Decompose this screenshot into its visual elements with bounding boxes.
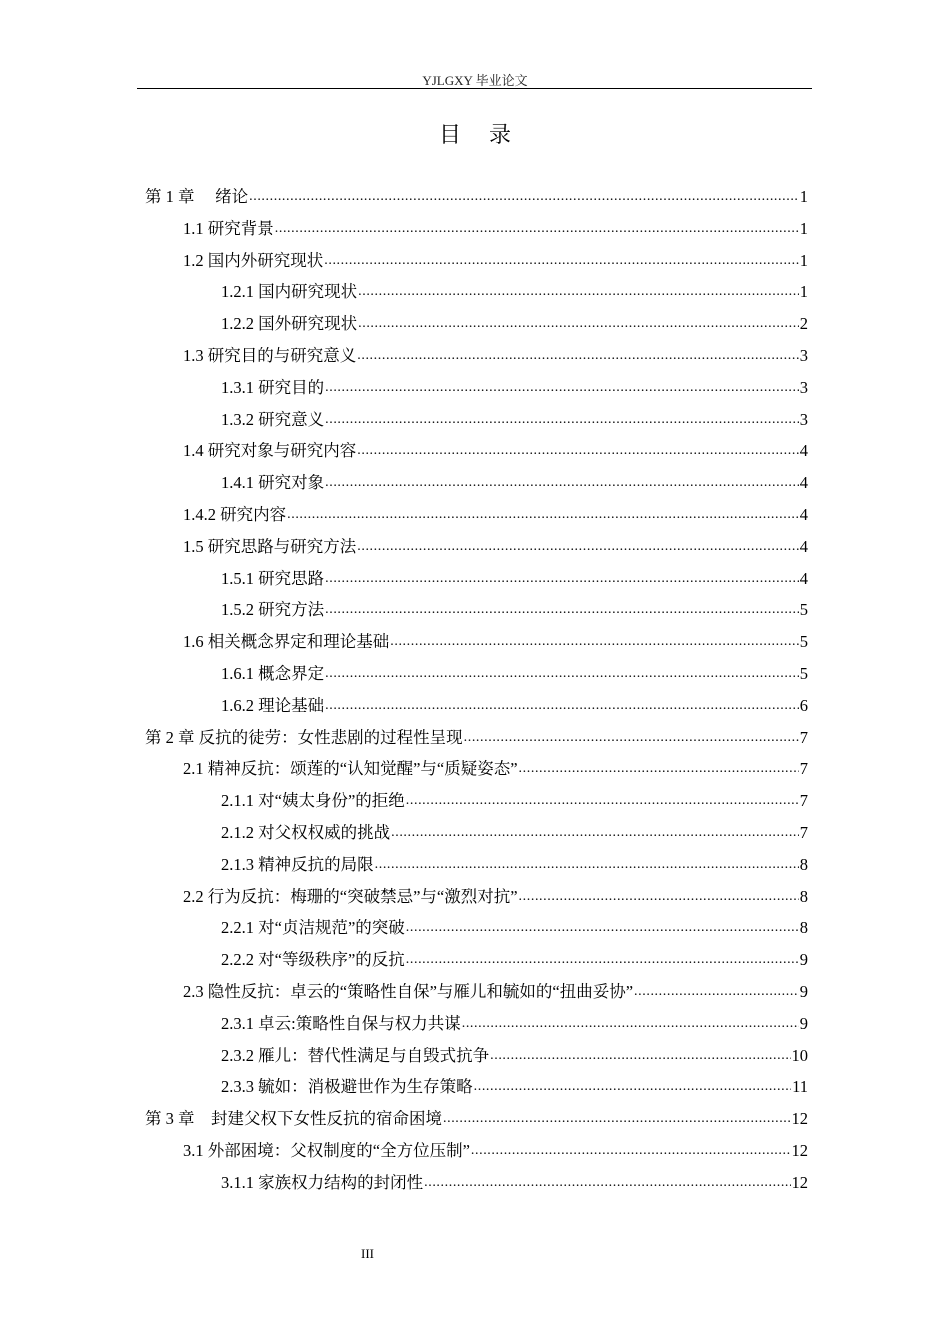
toc-entry[interactable] bbox=[183, 339, 808, 367]
toc-entry[interactable] bbox=[183, 212, 808, 240]
toc-dot-leader bbox=[424, 1172, 790, 1194]
toc-entry[interactable] bbox=[221, 466, 808, 494]
toc-entry-label: 2.2 行为反抗：梅珊的“突破禁忌”与“激烈对抗” bbox=[183, 886, 518, 906]
toc-entry-page: 4 bbox=[799, 568, 808, 588]
toc-entry-page: 11 bbox=[792, 1077, 808, 1097]
toc-entry-page: 7 bbox=[799, 823, 808, 842]
toc-entry-label: 第 1 章 绪论 bbox=[145, 187, 249, 206]
toc-entry[interactable] bbox=[145, 180, 808, 208]
toc-entry[interactable] bbox=[221, 1166, 808, 1194]
toc-entry-page: 1 bbox=[799, 218, 808, 238]
page-title: 目录 bbox=[438, 122, 539, 147]
toc-entry-label: 2.1.2 对父权权威的挑战 bbox=[221, 823, 391, 842]
toc-entry[interactable] bbox=[183, 244, 808, 272]
toc-entry[interactable] bbox=[221, 911, 808, 939]
toc-entry-page: 5 bbox=[799, 632, 808, 652]
toc-dot-leader bbox=[358, 281, 799, 303]
toc-entry[interactable] bbox=[183, 434, 808, 462]
toc-entry-page: 9 bbox=[799, 982, 808, 1001]
toc-entry-page: 12 bbox=[791, 1141, 808, 1160]
toc-entry-page: 1 bbox=[799, 250, 808, 270]
toc-entry-label: 1.2.2 国外研究现状 bbox=[221, 314, 358, 334]
toc-entry-label: 1.4 研究对象与研究内容 bbox=[183, 441, 357, 461]
toc-dot-leader bbox=[464, 727, 799, 749]
toc-entry[interactable] bbox=[221, 403, 808, 431]
toc-entry-label: 第 3 章 封建父权下女性反抗的宿命困境 bbox=[145, 1109, 442, 1129]
toc-entry-label: 2.3 隐性反抗：卓云的“策略性自保”与雁儿和毓如的“扭曲妥协” bbox=[183, 982, 634, 1001]
toc-entry[interactable] bbox=[183, 880, 808, 908]
toc-dot-leader bbox=[471, 1140, 791, 1162]
toc-dot-leader bbox=[357, 536, 799, 558]
toc-entry-page: 10 bbox=[791, 1045, 808, 1065]
toc-entry-page: 3 bbox=[799, 377, 808, 397]
toc-entry[interactable] bbox=[183, 1134, 808, 1162]
toc-dot-leader bbox=[390, 631, 799, 653]
header-divider bbox=[137, 88, 812, 89]
toc-entry[interactable] bbox=[221, 371, 808, 399]
toc-entry-page: 3 bbox=[799, 409, 808, 429]
toc-entry[interactable] bbox=[221, 1039, 808, 1067]
toc-dot-leader bbox=[375, 854, 799, 876]
toc-entry-label: 1.6 相关概念界定和理论基础 bbox=[183, 632, 390, 652]
toc-entry-label: 2.1.3 精神反抗的局限 bbox=[221, 854, 374, 874]
toc-entry[interactable] bbox=[221, 1007, 808, 1035]
toc-entry-label: 1.4.1 研究对象 bbox=[221, 473, 325, 493]
toc-entry[interactable] bbox=[221, 562, 808, 590]
toc-entry-label: 1.3.2 研究意义 bbox=[221, 409, 325, 429]
toc-entry-label: 1.5.1 研究思路 bbox=[221, 568, 325, 588]
toc-dot-leader bbox=[325, 409, 799, 431]
toc-entry[interactable] bbox=[221, 943, 808, 971]
toc-entry[interactable] bbox=[221, 784, 808, 812]
toc-dot-leader bbox=[325, 472, 799, 494]
toc-entry[interactable] bbox=[221, 657, 808, 685]
toc-dot-leader bbox=[406, 790, 799, 812]
toc-entry[interactable] bbox=[183, 752, 808, 780]
toc-dot-leader bbox=[391, 822, 799, 844]
toc-entry-page: 5 bbox=[799, 664, 808, 683]
toc-dot-leader bbox=[634, 981, 799, 1003]
toc-entry-label: 1.5.2 研究方法 bbox=[221, 600, 325, 620]
toc-entry-page: 4 bbox=[799, 441, 808, 461]
toc-entry-label: 1.2.1 国内研究现状 bbox=[221, 282, 358, 302]
toc-dot-leader bbox=[325, 568, 799, 590]
toc-entry-label: 1.2 国内外研究现状 bbox=[183, 250, 324, 270]
toc-entry-page: 9 bbox=[799, 950, 808, 970]
toc-entry-label: 1.6.2 理论基础 bbox=[221, 695, 325, 715]
toc-entry-label: 1.3 研究目的与研究意义 bbox=[183, 346, 357, 365]
toc-dot-leader bbox=[275, 218, 799, 240]
toc-dot-leader bbox=[519, 886, 799, 908]
toc-entry-label: 3.1.1 家族权力结构的封闭性 bbox=[221, 1172, 424, 1192]
toc-entry[interactable] bbox=[221, 1070, 808, 1098]
toc-entry-label: 1.6.1 概念界定 bbox=[221, 664, 325, 683]
toc-dot-leader bbox=[325, 663, 799, 685]
toc-entry-label: 2.3.2 雁儿：替代性满足与自毁式抗争 bbox=[221, 1045, 490, 1065]
toc-entry-page: 8 bbox=[799, 854, 808, 874]
page-number: III bbox=[361, 1246, 374, 1261]
toc-dot-leader bbox=[406, 917, 799, 939]
toc-entry[interactable] bbox=[183, 625, 808, 653]
toc-entry-label: 1.3.1 研究目的 bbox=[221, 377, 325, 397]
toc-entry[interactable] bbox=[221, 275, 808, 303]
toc-entry-label: 2.3.3 毓如：消极避世作为生存策略 bbox=[221, 1077, 473, 1097]
toc-entry-label: 1.5 研究思路与研究方法 bbox=[183, 536, 357, 556]
toc-dot-leader bbox=[406, 949, 799, 971]
toc-entry-page: 1 bbox=[799, 187, 808, 206]
toc-dot-leader bbox=[443, 1108, 791, 1130]
toc-entry-label: 2.2.1 对“贞洁规范”的突破 bbox=[221, 918, 405, 938]
toc-dot-leader bbox=[357, 345, 799, 367]
toc-entry[interactable] bbox=[145, 1102, 808, 1130]
toc-entry[interactable] bbox=[221, 816, 808, 844]
toc-entry[interactable] bbox=[183, 530, 808, 558]
toc-dot-leader bbox=[249, 186, 799, 208]
toc-dot-leader bbox=[358, 313, 799, 335]
toc-dot-leader bbox=[519, 758, 799, 780]
toc-entry-page: 8 bbox=[799, 918, 808, 938]
toc-entry-page: 4 bbox=[799, 473, 808, 493]
toc-dot-leader bbox=[325, 599, 799, 621]
toc-dot-leader bbox=[490, 1045, 790, 1067]
toc-entry-page: 7 bbox=[799, 727, 808, 747]
toc-dot-leader bbox=[325, 377, 799, 399]
toc-entry-page: 12 bbox=[791, 1109, 808, 1129]
toc-dot-leader bbox=[474, 1076, 791, 1098]
toc-entry-page: 7 bbox=[799, 791, 808, 811]
toc-entry-page: 6 bbox=[799, 695, 808, 715]
toc-dot-leader bbox=[357, 440, 799, 462]
toc-entry-label: 2.3.1 卓云:策略性自保与权力共谋 bbox=[221, 1013, 461, 1033]
toc-entry-page: 8 bbox=[799, 886, 808, 906]
toc-entry[interactable] bbox=[221, 307, 808, 335]
running-header: YJLGXY 毕业论文 bbox=[422, 73, 528, 88]
toc-entry-label: 2.1.1 对“姨太身份”的拒绝 bbox=[221, 791, 405, 811]
toc-dot-leader bbox=[324, 250, 799, 272]
toc-entry[interactable] bbox=[221, 593, 808, 621]
toc-entry[interactable] bbox=[183, 975, 808, 1003]
toc-entry-label: 3.1 外部困境：父权制度的“全方位压制” bbox=[183, 1141, 470, 1160]
toc-entry-label: 第 2 章 反抗的徒劳：女性悲剧的过程性呈现 bbox=[145, 727, 463, 747]
toc-entry-page: 2 bbox=[799, 314, 808, 334]
toc-entry-page: 7 bbox=[799, 759, 808, 779]
toc-entry-page: 4 bbox=[799, 505, 808, 524]
toc-entry-page: 12 bbox=[791, 1172, 808, 1192]
toc-entry-page: 1 bbox=[799, 282, 808, 302]
toc-entry-page: 4 bbox=[799, 536, 808, 556]
toc-dot-leader bbox=[462, 1013, 799, 1035]
toc-entry[interactable] bbox=[221, 848, 808, 876]
toc-entry[interactable] bbox=[221, 689, 808, 717]
toc-dot-leader bbox=[325, 695, 799, 717]
toc-entry-label: 2.2.2 对“等级秩序”的反抗 bbox=[221, 950, 405, 970]
toc-dot-leader bbox=[287, 504, 799, 526]
toc-entry-page: 9 bbox=[799, 1013, 808, 1033]
toc-entry-label: 1.1 研究背景 bbox=[183, 218, 274, 238]
toc-entry-label: 1.4.2 研究内容 bbox=[183, 505, 287, 524]
toc-entry[interactable] bbox=[145, 721, 808, 749]
toc-entry[interactable] bbox=[183, 498, 808, 526]
toc-entry-page: 3 bbox=[799, 346, 808, 365]
toc-entry-page: 5 bbox=[799, 600, 808, 620]
toc-entry-label: 2.1 精神反抗：颂莲的“认知觉醒”与“质疑姿态” bbox=[183, 759, 518, 779]
